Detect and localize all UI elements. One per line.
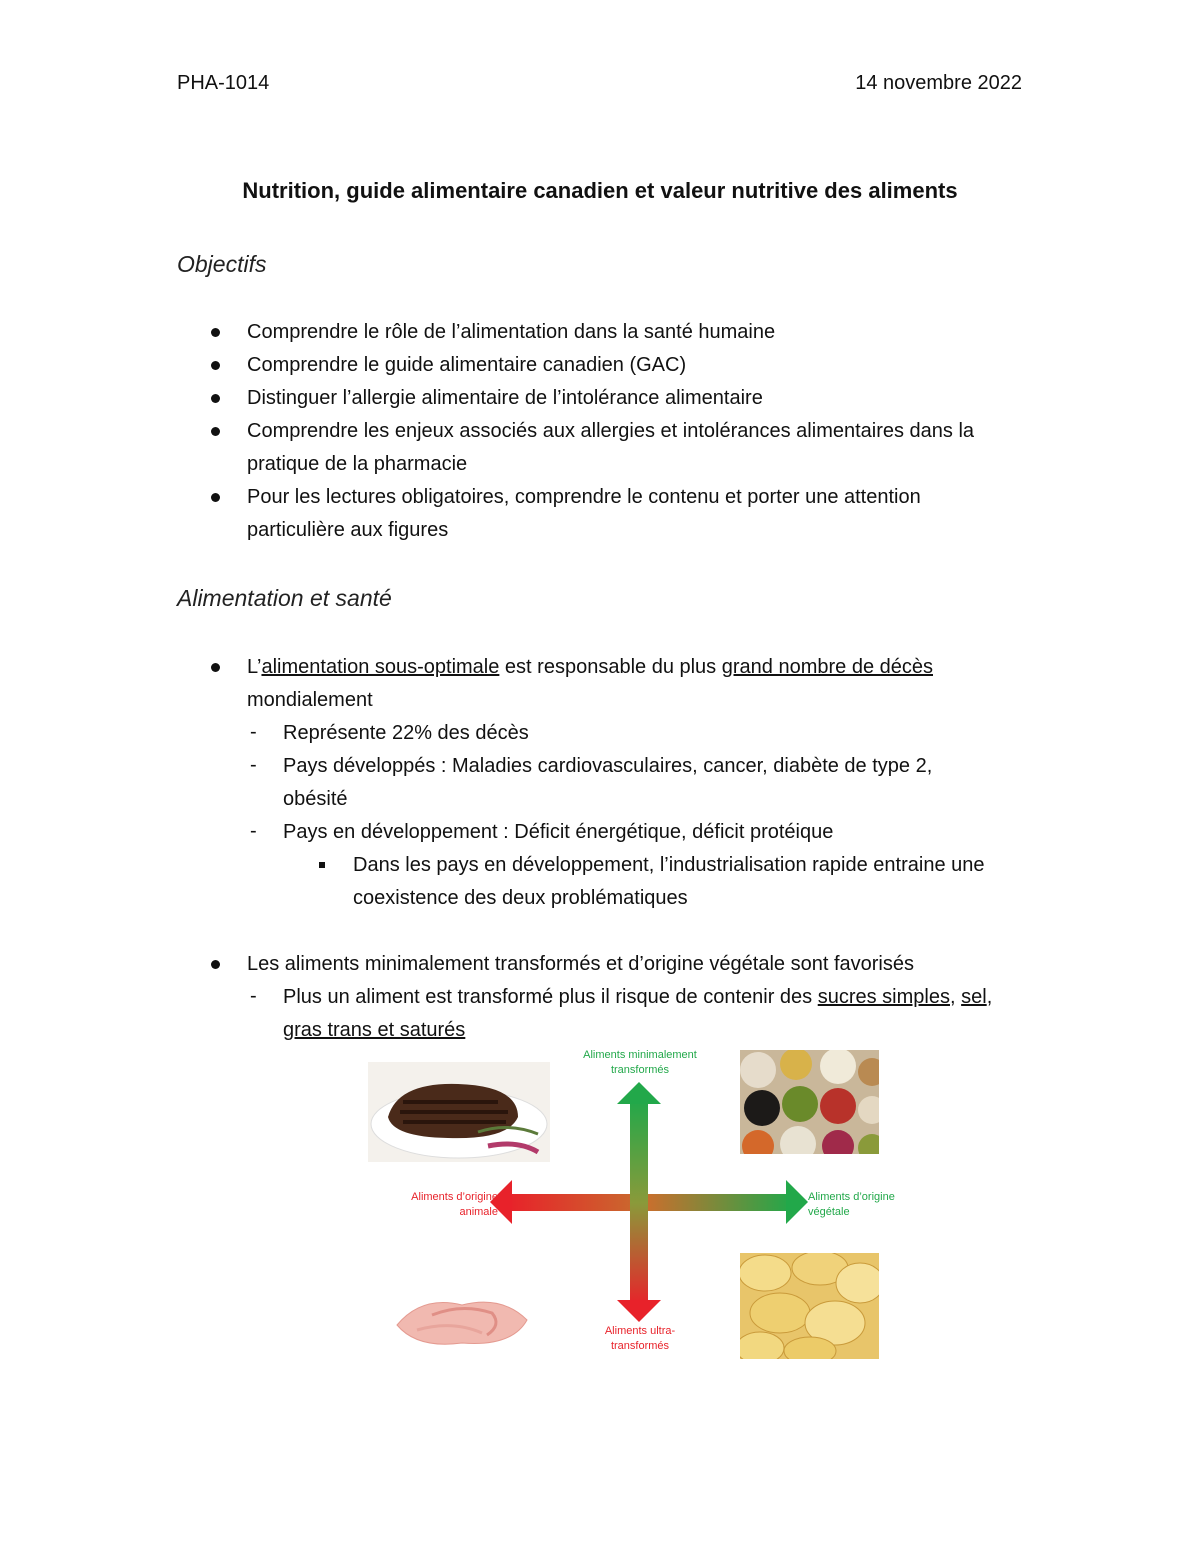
sub-sub-item: Dans les pays en développement, l’industrialisation rapide entraine une coexistence des deux problématiques bbox=[353, 854, 985, 909]
sub-item: Représente 22% des décès bbox=[283, 722, 529, 744]
label-ultra-processed: Aliments ultra-transformés bbox=[604, 1325, 676, 1352]
section-heading-objectifs: Objectifs bbox=[177, 251, 267, 277]
objective-item: Comprendre les enjeux associés aux allergies et intolérances alimentaires dans la pratique de la pharmacie bbox=[247, 420, 975, 475]
bullet-icon bbox=[211, 328, 220, 337]
sub-item-transformation: Plus un aliment est transformé plus il risque de contenir des sucres simples, sel, gras trans et saturés bbox=[283, 986, 993, 1041]
sub-item: Pays en développement : Déficit énergétique, déficit protéique bbox=[283, 821, 834, 843]
alimentation-bullet-2: Les aliments minimalement transformés et d’origine végétale sont favorisés bbox=[247, 953, 914, 975]
dash-marker: - bbox=[250, 754, 257, 776]
bullet-icon bbox=[211, 427, 220, 436]
bullet-icon bbox=[211, 663, 220, 672]
bullet-icon bbox=[211, 493, 220, 502]
dash-marker: - bbox=[250, 820, 257, 842]
processing-axes-arrows bbox=[490, 1082, 810, 1324]
dash-marker: - bbox=[250, 721, 257, 743]
bullet-icon bbox=[211, 394, 220, 403]
section-heading-alimentation: Alimentation et santé bbox=[177, 585, 392, 611]
label-plant-origin: Aliments d’origine végétale bbox=[808, 1191, 895, 1218]
alimentation-bullet-1: L’alimentation sous-optimale est responsable du plus grand nombre de décès mondialement bbox=[247, 656, 933, 711]
bullet-icon bbox=[211, 960, 220, 969]
horizontal-arrow bbox=[490, 1180, 808, 1224]
bullet-icon bbox=[211, 361, 220, 370]
header-date: 14 novembre 2022 bbox=[855, 72, 1022, 94]
course-code: PHA-1014 bbox=[177, 72, 270, 94]
objective-item: Pour les lectures obligatoires, comprendre le contenu et porter une attention particulière aux figures bbox=[247, 486, 921, 541]
sub-item: Pays développés : Maladies cardiovasculaires, cancer, diabète de type 2, obésité bbox=[283, 755, 933, 810]
objective-item: Comprendre le guide alimentaire canadien (GAC) bbox=[247, 354, 687, 376]
label-minimally-processed: Aliments minimalement transformés bbox=[583, 1049, 697, 1076]
objective-item: Distinguer l’allergie alimentaire de l’intolérance alimentaire bbox=[247, 387, 763, 409]
square-bullet-icon bbox=[319, 862, 325, 868]
label-animal-origin: Aliments d’origine animale bbox=[411, 1191, 498, 1218]
dash-marker: - bbox=[250, 985, 257, 1007]
page-title: Nutrition, guide alimentaire canadien et valeur nutritive des aliments bbox=[242, 178, 958, 203]
objective-item: Comprendre le rôle de l’alimentation dans la santé humaine bbox=[247, 321, 776, 343]
